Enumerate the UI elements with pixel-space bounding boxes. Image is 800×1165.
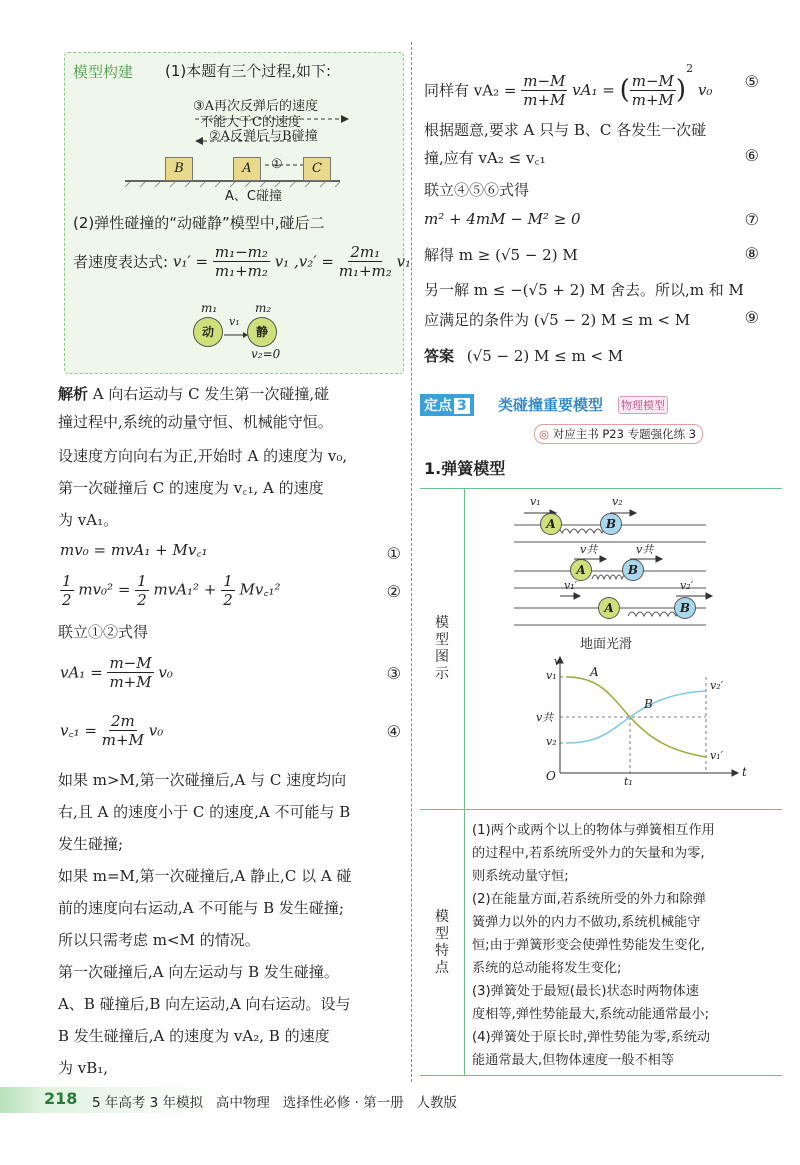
feature-line: 则系统动量守恒; bbox=[472, 869, 569, 884]
row-label-features-text: 模型特点 bbox=[435, 909, 449, 976]
jiexi-label: 解析 bbox=[58, 385, 89, 403]
equation-5-number: ⑤ bbox=[744, 72, 759, 91]
equation-4-number: ④ bbox=[386, 722, 401, 741]
equation-1 bbox=[58, 534, 406, 568]
eq4-num: 2m bbox=[110, 712, 135, 730]
model-features bbox=[472, 819, 772, 1072]
v1-prime: v₁′ = bbox=[172, 252, 209, 271]
eq5-frac-1-num: m−M bbox=[523, 71, 566, 90]
v1-symbol: v₁ bbox=[274, 252, 290, 271]
half-2-num: 1 bbox=[137, 572, 147, 590]
equation-4 bbox=[58, 704, 406, 762]
graph-t1: t₁ bbox=[624, 775, 633, 788]
graph-y-v2: v₂ bbox=[546, 735, 557, 748]
arrow3-label: ③A再次反弹后的速度 bbox=[193, 99, 319, 114]
eq3-num: m−M bbox=[109, 654, 152, 672]
page-number: 218 bbox=[44, 1089, 78, 1108]
equation-3-number: ③ bbox=[386, 664, 401, 683]
solution-right bbox=[424, 60, 764, 370]
arrow3-label-2: 不能大于C的速度 bbox=[200, 115, 301, 130]
equation-7 bbox=[424, 204, 764, 238]
ball-b-1: B bbox=[600, 513, 622, 535]
para-r2: 根据题意,要求 A 只与 B、C 各发生一次碰 bbox=[424, 121, 707, 139]
para-15: B 发生碰撞后,A 的速度为 vA₂, B 的速度 bbox=[58, 1027, 330, 1045]
eq5-frac-2-num: m−M bbox=[631, 71, 674, 90]
para-16: 为 vB₁, bbox=[58, 1059, 109, 1077]
equation-2-number: ② bbox=[386, 582, 401, 601]
v1-symbol-2: v₁ bbox=[396, 252, 412, 271]
arrow2-label: ②A反弹后与B碰撞 bbox=[209, 129, 318, 144]
fraction-2-num: 2m₁ bbox=[350, 243, 381, 261]
feature-line: 簧弹力以外的内力不做功,系统机械能守 bbox=[472, 915, 701, 930]
para-14: A、B 碰撞后,B 向左运动,A 向右运动。设与 bbox=[58, 995, 351, 1013]
page-footer bbox=[0, 1087, 800, 1113]
fraction-2 bbox=[339, 243, 392, 280]
para-11: 前的速度向右运动,A 不可能与 B 发生碰撞; bbox=[58, 899, 344, 917]
model-construction-box bbox=[64, 52, 412, 374]
graph-end-v2p: v₂′ bbox=[710, 679, 724, 692]
eq4-rhs: v₀ bbox=[148, 721, 164, 740]
label-v2-prime: v₂′ bbox=[680, 579, 694, 592]
equation-7-number: ⑦ bbox=[744, 210, 759, 229]
eq5-v0: v₀ bbox=[697, 81, 713, 99]
eq3-rhs: v₀ bbox=[158, 663, 173, 682]
eq4-den: m+M bbox=[101, 731, 144, 749]
half-1 bbox=[60, 572, 74, 609]
para-8: 右,且 A 的速度小于 C 的速度,A 不可能与 B bbox=[58, 803, 351, 821]
reference-text: 对应主书 P23 专题强化练 3 bbox=[552, 427, 697, 441]
feature-line: 能通常最大,但物体速度一般不相等 bbox=[472, 1053, 675, 1068]
row-label-diagram-text: 模型图示 bbox=[435, 615, 449, 682]
v2-prime: ,v₂′ = bbox=[293, 252, 334, 271]
v2-zero-label: v₂=0 bbox=[251, 347, 281, 361]
eq4-lhs: v꜀₁ = bbox=[60, 721, 98, 740]
formula-intro: 者速度表达式: bbox=[73, 253, 169, 271]
ball-b-3: B bbox=[674, 597, 696, 619]
section-title: 类碰撞重要模型 bbox=[498, 396, 604, 414]
eq5-frac-2 bbox=[630, 72, 676, 109]
half-3 bbox=[221, 572, 235, 609]
feature-line: 系统的总动能将发生变化; bbox=[472, 961, 622, 976]
eq2-term-3: Mv꜀₁² bbox=[239, 580, 281, 599]
graph-curve-a: A bbox=[590, 665, 599, 679]
para-10: 如果 m=M,第一次碰撞后,A 静止,C 以 A 碰 bbox=[58, 867, 352, 885]
answer-label: 答案 bbox=[424, 347, 455, 365]
ball-a-1: A bbox=[540, 513, 562, 535]
column-divider bbox=[411, 42, 412, 1082]
equation-9-text: 应满足的条件为 (√5 − 2) M ≤ m < M bbox=[424, 311, 691, 329]
ball-a-3: A bbox=[598, 597, 620, 619]
para-r7: 另一解 m ≤ −(√5 + 2) M 舍去。所以,m 和 M bbox=[424, 281, 744, 299]
half-1-num: 1 bbox=[62, 572, 72, 590]
para-4: 第一次碰撞后 C 的速度为 v꜀₁, A 的速度 bbox=[58, 479, 324, 497]
answer-value: (√5 − 2) M ≤ m < M bbox=[466, 347, 624, 365]
equation-2 bbox=[58, 568, 406, 618]
label-v2: v₂ bbox=[612, 495, 623, 508]
equation-1-number: ① bbox=[386, 544, 401, 563]
block-a: A bbox=[233, 157, 261, 181]
section-tag: 物理模型 bbox=[618, 396, 668, 414]
feature-line: (1)两个或两个以上的物体与弹簧相互作用 bbox=[472, 823, 715, 838]
para-7: 如果 m>M,第一次碰撞后,A 与 C 速度均向 bbox=[58, 771, 347, 789]
eq5-frac-1-den: m+M bbox=[523, 90, 566, 109]
half-3-den: 2 bbox=[223, 591, 233, 609]
graph-origin: O bbox=[546, 769, 556, 783]
half-3-num: 1 bbox=[223, 572, 233, 590]
row-label-diagram bbox=[432, 615, 452, 683]
equation-6 bbox=[424, 144, 764, 174]
equation-6-text: 撞,应有 vA₂ ≤ v꜀₁ bbox=[424, 149, 546, 167]
para-6: 联立①②式得 bbox=[58, 623, 149, 641]
block-b: B bbox=[165, 157, 193, 181]
feature-line: 度相等,弹性势能最大,系统动能通常最小; bbox=[472, 1007, 710, 1022]
feature-line: 的过程中,若系统所受外力的矢量和为零, bbox=[472, 846, 705, 861]
eq4-fraction bbox=[102, 712, 144, 749]
eq5-mid: vA₁ = bbox=[572, 81, 615, 99]
block-c: C bbox=[303, 157, 331, 181]
label-v1: v₁ bbox=[530, 495, 541, 508]
fraction-1-num: m₁−m₂ bbox=[214, 243, 268, 261]
graph-axis-v: v bbox=[554, 655, 561, 668]
label-vgong-1: v共 bbox=[580, 543, 598, 556]
model-item-2: (2)弹性碰撞的“动碰静”模型中,碰后二 bbox=[73, 214, 325, 232]
graph-y-vgong: v共 bbox=[536, 711, 554, 724]
graph-y-v1: v₁ bbox=[546, 669, 557, 682]
equation-1-text: mv₀ = mvA₁ + Mv꜀₁ bbox=[60, 541, 208, 559]
step1-label: ① bbox=[271, 157, 283, 172]
spring-model-table bbox=[420, 488, 782, 1076]
ball-b-2: B bbox=[622, 559, 644, 581]
eq2-term-2: mvA₁² + bbox=[153, 580, 217, 599]
eq5-frac-2-den: m+M bbox=[631, 90, 674, 109]
reference-link[interactable] bbox=[534, 424, 703, 444]
m1-label: m₁ bbox=[201, 301, 218, 315]
para-1: A 向右运动与 C 发生第一次碰撞,碰 bbox=[92, 385, 330, 403]
equation-3 bbox=[58, 646, 406, 704]
graph-axis-t: t bbox=[742, 765, 747, 779]
eq5-square: 2 bbox=[686, 62, 694, 75]
row-label-features bbox=[432, 909, 452, 977]
answer-line bbox=[424, 342, 764, 370]
feature-line: (3)弹簧处于最短(最长)状态时两物体速 bbox=[472, 984, 699, 999]
label-v1-prime: v₁′ bbox=[564, 579, 578, 592]
fraction-1 bbox=[213, 243, 270, 280]
eq2-term-1: mv₀² = bbox=[78, 580, 131, 599]
para-r4: 联立④⑤⑥式得 bbox=[424, 181, 530, 199]
fraction-1-den: m₁+m₂ bbox=[214, 262, 268, 280]
para-12: 所以只需考虑 m<M 的情况。 bbox=[58, 931, 260, 949]
velocity-formulas bbox=[73, 243, 411, 280]
eq5-frac-1 bbox=[521, 72, 567, 109]
dingdian-badge bbox=[420, 394, 474, 416]
eq3-lhs: vA₁ = bbox=[60, 663, 103, 682]
fraction-2-den: m₁+m₂ bbox=[338, 262, 392, 280]
feature-line: (4)弹簧处于原长时,弹性势能为零,系统动 bbox=[472, 1030, 711, 1045]
equation-6-number: ⑥ bbox=[744, 146, 759, 165]
equation-8 bbox=[424, 238, 764, 274]
static-ball: 静 bbox=[247, 317, 277, 347]
dingdian-number: 3 bbox=[454, 398, 470, 414]
book-title: 5 年高考 3 年模拟 高中物理 选择性必修 · 第一册 人教版 bbox=[92, 1095, 458, 1111]
target-icon: ◎ bbox=[539, 427, 550, 441]
subsection-spring-model: 1.弹簧模型 bbox=[424, 459, 506, 478]
graph-curve-b: B bbox=[644, 697, 653, 711]
model-tag: 模型构建 bbox=[73, 63, 134, 81]
half-2-den: 2 bbox=[137, 591, 147, 609]
eq5-lhs: 同样有 vA₂ = bbox=[424, 81, 517, 100]
equation-8-number: ⑧ bbox=[744, 244, 759, 263]
dingdian-text: 定点 bbox=[424, 398, 452, 414]
solution-left bbox=[58, 380, 406, 1082]
feature-line: 恒;由于弹簧形变会使弹性势能发生变化, bbox=[472, 938, 705, 953]
equation-5: 同样有 vA₂ = $\frac{m-M}{m+M}$ vA₁ = ( $\frac{m-M}{m+M}$ )$^2$ v₀ ⑤ bbox=[424, 62, 759, 109]
equation-9-number: ⑨ bbox=[744, 308, 759, 327]
moving-ball: 动 bbox=[193, 317, 223, 347]
label-vgong-2: v共 bbox=[636, 543, 654, 556]
para-13: 第一次碰撞后,A 向左运动与 B 发生碰撞。 bbox=[58, 963, 339, 981]
para-3: 设速度方向向右为正,开始时 A 的速度为 v₀, bbox=[58, 447, 348, 465]
half-2 bbox=[135, 572, 149, 609]
para-2: 撞过程中,系统的动量守恒、机械能守恒。 bbox=[58, 413, 333, 431]
smooth-ground-caption: 地面光滑 bbox=[580, 637, 633, 652]
model-item-1: (1)本题有三个过程,如下: bbox=[165, 62, 332, 80]
equation-7-text: m² + 4mM − M² ≥ 0 bbox=[424, 210, 581, 228]
m2-label: m₂ bbox=[255, 301, 272, 315]
graph-end-v1p: v₁′ bbox=[710, 749, 724, 762]
diagram-caption: A、C碰撞 bbox=[225, 189, 282, 204]
equation-8-text: 解得 m ≥ (√5 − 2) M bbox=[424, 246, 578, 264]
eq3-den: m+M bbox=[109, 673, 152, 691]
half-1-den: 2 bbox=[62, 591, 72, 609]
para-9: 发生碰撞; bbox=[58, 835, 124, 853]
eq3-fraction bbox=[107, 654, 153, 691]
v1-arrow-label: v₁ bbox=[229, 315, 240, 328]
para-5: 为 vA₁。 bbox=[58, 511, 119, 529]
ball-a-2: A bbox=[570, 559, 592, 581]
feature-line: (2)在能量方面,若系统所受的外力和除弹 bbox=[472, 892, 706, 907]
equation-9 bbox=[424, 304, 764, 338]
